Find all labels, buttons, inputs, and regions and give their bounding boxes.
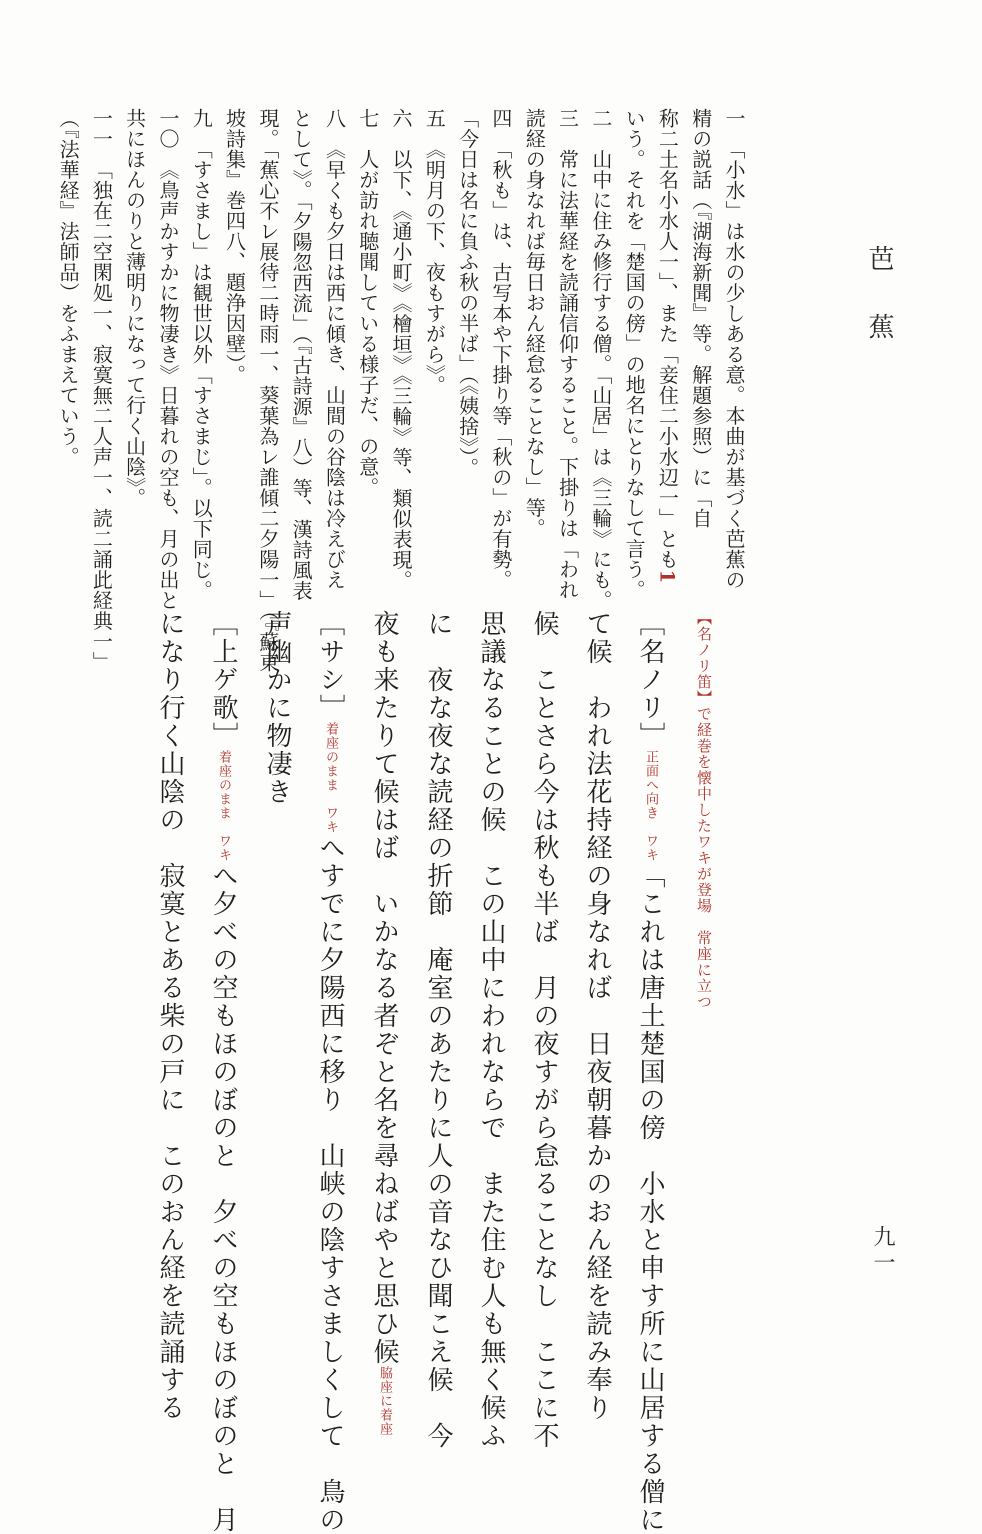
note-line bbox=[51, 108, 84, 578]
note-line bbox=[84, 108, 117, 672]
note-line bbox=[284, 108, 317, 601]
script-line bbox=[464, 610, 517, 1450]
script-line-text: 思議なることの候 この山中にわれならで また住む人も無く候ふ bbox=[476, 610, 506, 1450]
note-number: 五 bbox=[422, 108, 447, 129]
note-number: 六 bbox=[389, 108, 414, 129]
note-text: 「秋も」は、古写本や下掛り等「秋の」が有勢。 bbox=[488, 149, 513, 590]
stage-annotation-seat: 脇座に着座 bbox=[377, 1366, 392, 1436]
note-line bbox=[584, 108, 617, 611]
note-line bbox=[650, 108, 683, 584]
note-line bbox=[251, 108, 284, 673]
script-line-text: 夜も来たりて候はば いかなる者ぞと名を尋ねばやと思ひ候 bbox=[369, 610, 399, 1366]
note-number: 七 bbox=[355, 108, 380, 129]
note-text: 「今日は名に負ふ秋の半ば」（《姨捨》）。 bbox=[455, 108, 480, 478]
note-text: 共にほんのりと薄明りになって行く山陰》。 bbox=[122, 108, 147, 508]
note-text: 山中に住み修行する僧。「山居」は《三輪》にも。 bbox=[588, 149, 613, 611]
note-text: いう。それを「楚国の傍」の地名にとりなして言う。 bbox=[622, 108, 647, 600]
script-line bbox=[196, 610, 250, 1534]
script-line bbox=[143, 610, 196, 1422]
note-line bbox=[151, 108, 184, 611]
note-text: 「独在二空閑処一、寂寞無二人声一、読二誦此経典一」 bbox=[89, 169, 114, 672]
note-line bbox=[117, 108, 150, 578]
note-line bbox=[317, 108, 350, 590]
note-number: 八 bbox=[322, 108, 347, 129]
script-line bbox=[623, 610, 677, 1534]
note-number: 一 bbox=[722, 108, 746, 129]
script-line bbox=[357, 610, 411, 1436]
note-text: 人が訪れ聴聞している様子だ、の意。 bbox=[355, 149, 380, 498]
note-number: 三 bbox=[555, 108, 580, 129]
script-line-text: へすでに夕陽西に移り 山峡の陰すさましくして 鳥の bbox=[315, 834, 345, 1534]
note-line bbox=[617, 108, 650, 600]
stage-annotation: 着座のまま ワキ bbox=[323, 722, 338, 834]
script-line bbox=[570, 610, 623, 1422]
note-line bbox=[217, 108, 250, 578]
note-text: 「小水」は水の少しある意。本曲が基づく芭蕉の bbox=[722, 149, 746, 590]
section-label: ［サシ］ bbox=[315, 610, 345, 722]
script-line-text: て候 われ法花持経の身なれば 日夜朝暮かのおん経を読み奉り bbox=[582, 610, 612, 1422]
section-label: ［上ゲ歌］ bbox=[208, 610, 238, 750]
note-text: 以下、《通小町》《檜垣》《三輪》等、類似表現。 bbox=[389, 149, 414, 591]
stage-annotation: 正面へ向き ワキ bbox=[643, 750, 658, 862]
note-text: 「すさまし」は観世以外「すさまじ」。以下同じ。 bbox=[189, 149, 214, 601]
note-text: 常に法華経を読誦信仰すること。下掛りは「われ bbox=[555, 149, 580, 600]
running-header-title: 芭蕉 bbox=[864, 245, 894, 381]
script-line bbox=[517, 610, 570, 1450]
note-text: 称二土名小水人一」、また「妾住二小水辺一」とも bbox=[655, 108, 680, 570]
script-line-text: に 夜な夜な読経の折節 庵室のあたりに人の音なひ聞こえ候 今 bbox=[423, 610, 453, 1450]
note-line bbox=[450, 108, 483, 578]
note-text: （『法華経』法師品）をふまえていう。 bbox=[56, 108, 81, 467]
note-text: 《明月の下、夜もすがら》。 bbox=[422, 149, 447, 396]
note-text: 《早くも夕日は西に傾き、山間の谷陰は冷えびえ bbox=[322, 149, 347, 590]
note-text: 読経の身なれば毎日おん経怠ることなし」等。 bbox=[522, 108, 547, 539]
script-line bbox=[411, 610, 464, 1450]
note-number: 二 bbox=[588, 108, 613, 129]
note-text: 坡詩集』巻四八、題浄因壁）。 bbox=[222, 108, 247, 385]
script-line bbox=[250, 610, 303, 1370]
note-line bbox=[717, 108, 750, 590]
note-number: 四 bbox=[488, 108, 513, 129]
note-number: 九 bbox=[189, 108, 214, 129]
script-line-text: になり行く山陰の 寂寞とある柴の戸に このおん経を読誦する bbox=[155, 610, 185, 1422]
note-text: 《鳥声かすかに物凄き》日暮れの空も、月の出と bbox=[155, 169, 180, 611]
script-line-text: 声幽かに物凄き bbox=[262, 610, 292, 806]
note-line bbox=[550, 108, 583, 600]
script-line-text: へ夕べの空もほのぼのと 夕べの空もほのぼのと 月 bbox=[208, 862, 238, 1534]
note-line bbox=[683, 108, 716, 578]
script-line-text: 「これは唐土楚国の傍 小水と申す所に山居する僧に bbox=[635, 862, 665, 1534]
note-text: 精の説話（『湖海新聞』等。解題参照）に「自 bbox=[688, 108, 713, 529]
note-line bbox=[417, 108, 450, 578]
section-label: ［名ノリ］ bbox=[635, 610, 665, 750]
script-line-text: 候 ことさら今は秋も半ば 月の夜すがら怠ることなし ここに不 bbox=[529, 610, 559, 1450]
note-line bbox=[517, 108, 550, 578]
note-text: 現。「蕉心不レ展待二時雨一、葵葉為レ誰傾二夕陽一」（『蘇東 bbox=[255, 108, 280, 673]
note-line bbox=[350, 108, 383, 578]
page-number: 九一 bbox=[870, 1225, 895, 1277]
note-number: 一〇 bbox=[155, 108, 180, 149]
note-text: として》。「夕陽忽西流」（『古詩源』八）等、漢詩風表 bbox=[289, 108, 314, 601]
note-line bbox=[384, 108, 417, 591]
note-line bbox=[184, 108, 217, 601]
note-number: 一一 bbox=[89, 108, 114, 149]
note-line bbox=[484, 108, 517, 590]
stage-direction-entry: 【名ノリ笛】で経巻を懐中したワキが登場 常座に立つ bbox=[695, 610, 713, 1010]
stage-annotation: 着座のまま ワキ bbox=[216, 750, 231, 862]
noh-script-text bbox=[155, 610, 730, 1534]
script-line bbox=[303, 610, 357, 1534]
page-marker: 1 bbox=[655, 569, 680, 584]
